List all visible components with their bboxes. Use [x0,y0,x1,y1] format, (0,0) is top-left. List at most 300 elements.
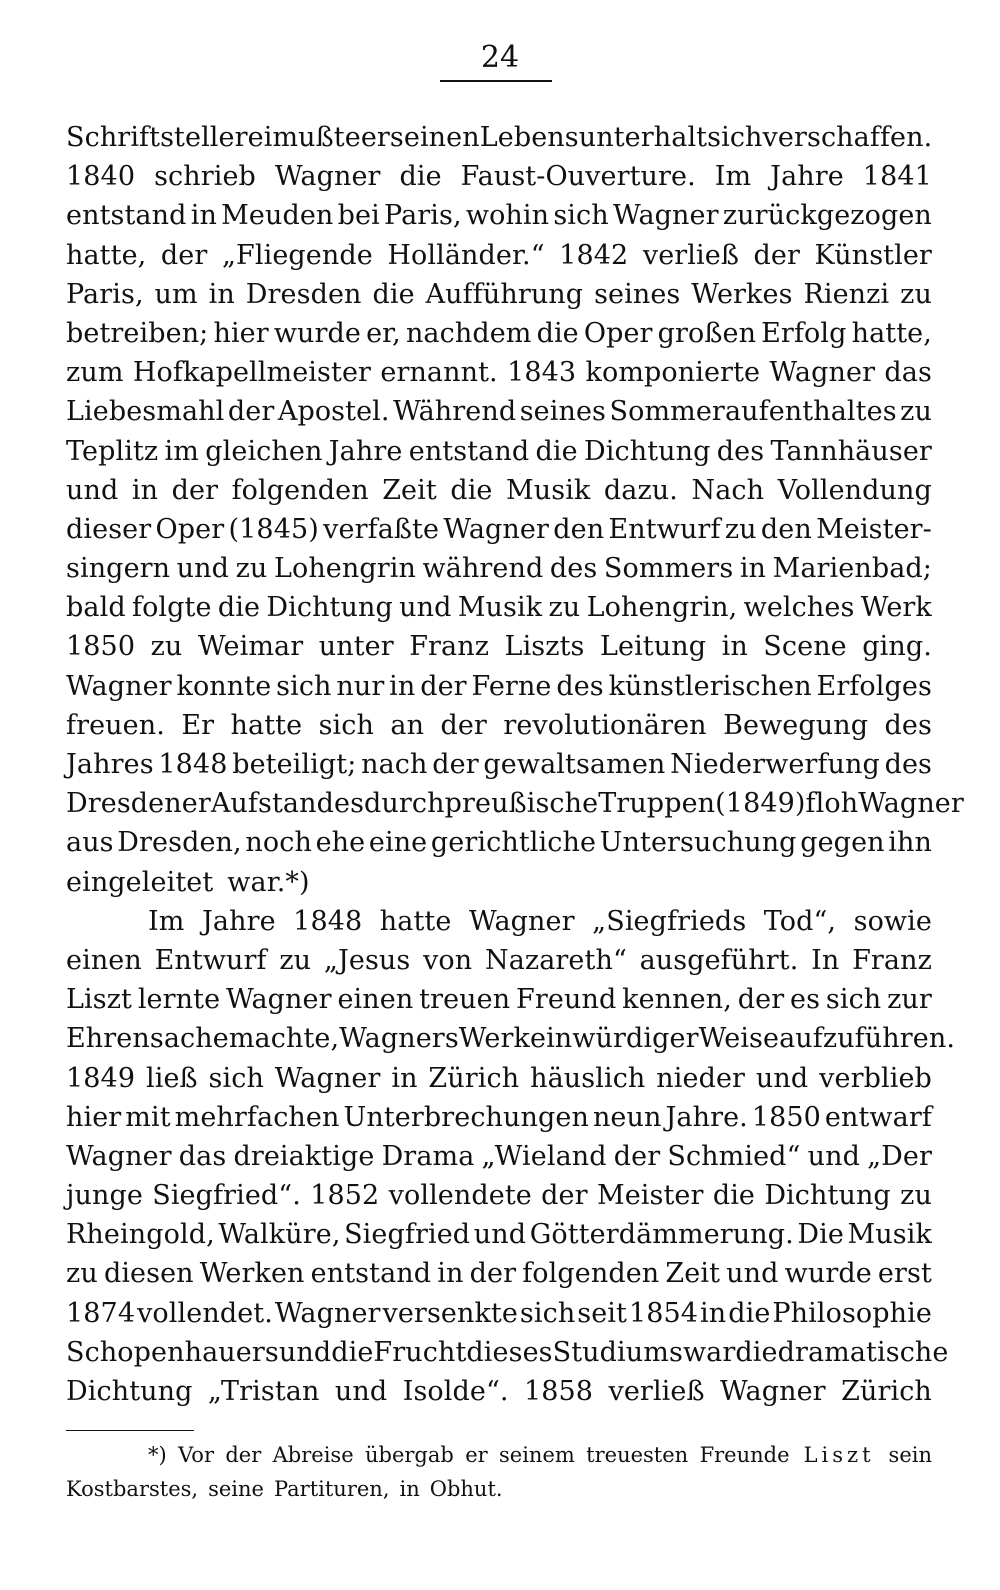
word: junge [66,1180,143,1212]
word: Werkes [691,278,793,310]
word: Wagner [66,670,172,702]
word: Sommers [603,553,734,585]
word: Wagner [225,984,332,1016]
word: (1845) [228,513,319,545]
word: lernte [137,984,221,1016]
word: der [753,239,800,271]
word: Bewegung [723,709,869,741]
word: seit [577,1297,627,1329]
word: zur [887,984,932,1016]
word: Freund [516,984,617,1016]
text-line [66,1294,932,1333]
word: zurückgezogen [722,200,932,232]
word: Leitung [599,631,707,663]
word: zu [235,553,268,585]
word: ernannt. [380,357,498,389]
word: Liszt [66,984,132,1016]
word: Entwurf [154,944,267,976]
word: betreiben; [66,317,209,349]
word: „Der [867,1140,932,1172]
body-text [66,118,964,1411]
word: großen [657,317,757,349]
text-line [66,1254,932,1293]
word: sich [318,709,374,741]
word: hatte [379,905,452,937]
word: in [700,1297,727,1329]
word: dazu. [603,474,678,506]
text-line [66,784,964,823]
word: eine [368,827,428,859]
word: durch [364,788,445,820]
word: Schriftstellerei [66,122,273,153]
word: konnte [176,670,272,702]
word: einen [66,944,142,976]
word: Siegfried“. [152,1180,301,1212]
word: mußte [272,122,361,153]
word: Im [714,161,752,193]
footnote-word: Kostbarstes, [66,1477,199,1501]
word: der [541,1180,588,1212]
word: Wagner [274,1297,381,1329]
word: er [360,122,390,153]
word: in [389,670,416,702]
word: in [190,200,217,232]
word: bald [66,592,126,624]
word: machte, [228,1023,340,1055]
word: des [549,553,598,585]
word: Walküre, [218,1219,341,1251]
word: 1848 [158,749,228,780]
word: 1849 [66,1062,136,1094]
footnote-word: Abreise [272,1443,354,1467]
word: gegen [800,827,885,859]
word: dramatische [777,1336,949,1368]
text-line [66,196,932,235]
word: der [160,239,208,271]
word: Schmied“ [667,1140,801,1172]
word: Weimar [197,631,304,663]
word: und [726,1258,779,1290]
text-line [66,902,932,941]
word: die [372,278,415,310]
word: 1848 [293,905,363,937]
word: Wagner [443,513,549,545]
footnote-word: Obhut. [429,1477,503,1501]
text-line [66,118,932,157]
word: Jahre [201,905,276,937]
word: in [391,1062,418,1094]
word: ehe [315,827,366,859]
word: 1841 [862,161,932,193]
word: Werken [199,1258,305,1290]
word: dieses [466,1336,553,1368]
word: sich [553,200,609,232]
word: Oper [583,317,653,349]
word: Tod“, [763,905,837,937]
word: Scene [763,631,847,663]
text-line [66,745,932,784]
text-line [66,432,932,471]
word: komponierte [585,357,761,389]
word: es [790,984,821,1016]
word: Liszts [504,631,585,663]
word: den [760,513,812,545]
word: Siegfried [344,1219,471,1251]
footnote-word: der [225,1443,262,1467]
text-line [66,980,932,1019]
word: Meister- [816,513,932,545]
word: Weise [698,1023,780,1055]
word: des [884,749,932,780]
word: der [171,474,219,506]
word: nachdem [405,317,532,349]
word: folgenden [231,474,369,506]
word: verblieb [819,1062,932,1094]
text-line [66,1059,932,1098]
word: Meuden [221,200,334,232]
word: Zürich [428,1062,520,1094]
word: des [556,670,604,702]
word: zu [900,1180,932,1212]
word: die [536,317,579,349]
word: singern [66,553,171,585]
word: Zürich [841,1376,932,1407]
word: Franz [409,631,490,663]
word: folgte [131,592,212,624]
word: der [440,709,487,741]
word: wohin [465,200,550,232]
word: Apostel. [277,396,390,428]
word: Jahres [66,749,154,780]
word: 1850 [751,1101,821,1133]
word: die [450,474,493,506]
word: beteiligt; [232,749,357,780]
word: er, [366,317,401,349]
word: und [807,1140,860,1172]
word: gleichen [205,435,323,467]
text-line [66,353,932,392]
word: dieser [66,513,152,545]
word: Wagner [468,905,575,937]
text-line [66,1176,932,1215]
word: sich [707,122,763,153]
word: Wagner [720,1376,826,1407]
word: dreiaktige [233,1140,375,1172]
word: Erfolg [761,317,847,349]
word: des [884,709,932,741]
word: die [331,1336,374,1368]
word: Schopenhauers [66,1336,279,1368]
text-line [66,157,932,196]
word: verließ [608,1376,705,1407]
word: Niederwerfung [670,749,880,780]
word: und [334,1376,388,1407]
word: Untersuchung [599,827,797,859]
word: zu [279,944,312,976]
word: war.*) [227,866,310,898]
word: Wagner [858,788,964,820]
word: bei [337,200,380,232]
word: 1858 [523,1376,594,1407]
text-line [66,1372,932,1411]
word: Erfolges [816,670,932,702]
word: aus [66,827,114,859]
word: noch [245,827,312,859]
word: 1842 [559,239,629,271]
word: Zeit [665,1258,721,1290]
footnote-word: er [465,1443,488,1467]
word: in [131,474,159,506]
word: zu [900,396,932,428]
word: und [278,1336,332,1368]
word: wurde [784,1258,872,1290]
word: nach [361,749,428,780]
word: ging. [862,631,932,663]
footnote-name-liszt: Liszt [803,1443,875,1467]
word: freuen. [66,709,165,741]
word: und [473,1219,527,1251]
word: zu [548,592,581,624]
word: ausgeführt. [639,944,799,976]
word: welches [743,592,855,624]
word: Tannhäuser [770,435,932,467]
word: Rienzi [803,278,890,310]
word: Im [148,905,185,937]
word: und [399,592,452,624]
word: „Siegfrieds [592,905,747,937]
word: preußische [444,788,599,820]
word: von [423,944,473,976]
text-line [66,627,932,666]
word: Dresdener [66,788,211,820]
word: Marienbad; [772,553,932,585]
footnote-word: Freunde [699,1443,790,1467]
word: Studiums [552,1336,683,1368]
word: der [737,984,785,1016]
word: entwarf [824,1101,932,1133]
word: an [390,709,425,741]
word: einen [337,984,414,1016]
word: Frucht [373,1336,467,1368]
text-line [66,392,932,431]
text-line [66,471,932,510]
word: ihn [888,827,932,859]
word: Vollendung [777,474,932,506]
footnote-line [66,1472,932,1506]
word: Philosophie [772,1297,932,1329]
text-line [66,823,932,862]
text-line [66,1333,949,1372]
word: Werke [458,1023,547,1055]
text-line [66,1215,932,1254]
text-line [66,275,932,314]
word: Lohengrin, [586,592,738,624]
word: sich [276,670,332,702]
word: nur [336,670,385,702]
word: Dresden, [117,827,242,859]
word: entstand [408,435,530,467]
footnote [66,1438,932,1506]
word: mit [125,1101,171,1133]
text-line [66,706,932,745]
word: Meister [596,1180,704,1212]
text-line [66,1137,932,1176]
word: hier [66,1101,122,1133]
word: Jahre. [665,1101,748,1133]
word: und [66,474,119,506]
word: entstand [310,1258,432,1290]
footnote-word: Vor [178,1443,214,1467]
word: hatte, [66,239,147,271]
word: Paris, [384,200,462,232]
page-number: 24 [480,40,520,75]
text-line [66,863,932,902]
word: die [217,592,261,624]
word: Hofkapellmeister [132,357,372,389]
word: erst [877,1258,932,1290]
word: neun [592,1101,662,1133]
word: 1874 [66,1297,136,1329]
word: die [712,1180,756,1212]
word: zu [66,1258,98,1290]
word: zum [66,357,124,389]
word: verschaffen. [762,122,933,153]
word: Musik [506,474,591,506]
word: sich [825,984,882,1016]
word: entstand [66,200,187,232]
word: des [716,435,765,467]
word: Musik [847,1219,932,1251]
word: Oper [155,513,225,545]
word: In [811,944,840,976]
word: der [420,670,467,702]
word: versenkte [382,1297,518,1329]
word: zu [724,513,757,545]
word: Dichtung [266,592,393,624]
word: Künstler [814,239,932,271]
word: Rheingold, [66,1219,215,1251]
word: in [739,553,767,585]
word: Isolde“. [402,1376,509,1407]
word: 1850 [66,631,136,663]
text-line [66,1098,932,1137]
word: hier [213,317,269,349]
word: Jahre [770,161,844,193]
word: künstlerischen [608,670,812,702]
word: „Jesus [323,944,411,976]
word: Wagner [612,200,719,232]
word: unter [318,631,394,663]
word: sich [208,1062,264,1094]
word: Götterdämmerung. [529,1219,794,1251]
word: Dichtung [584,435,711,467]
word: Wagner [274,1062,381,1094]
word: Wagner [769,357,876,389]
footnote-word: treuesten [586,1443,689,1467]
word: Lebensunterhalt [479,122,708,153]
text-line [66,667,932,706]
footnote-word: Partituren, [273,1477,390,1501]
footnote-text-start [148,1438,790,1472]
word: sowie [853,905,932,937]
word: der [613,1140,661,1172]
word: Liebesmahl [66,396,225,428]
word: „Wieland [481,1140,607,1172]
word: das [178,1140,227,1172]
word: Faust-Ouverture. [460,161,696,193]
word: wurde [273,317,361,349]
footnote-word: seine [208,1477,264,1501]
word: eingeleitet [66,866,214,898]
footnote-word: übergab [364,1443,454,1467]
word: die [735,1336,778,1368]
text-line [66,941,932,980]
word: aufzuführen. [779,1023,956,1055]
word: häuslich [530,1062,646,1094]
word: Nach [691,474,765,506]
word: Wagners [339,1023,459,1055]
word: im [164,435,199,467]
word: Jahre [328,435,403,467]
word: kennen, [622,984,732,1016]
word: Ferne [471,670,552,702]
text-line [66,549,932,588]
word: „Tristan [207,1376,320,1407]
word: 1854 [628,1297,699,1329]
word: 1843 [507,357,577,389]
word: würdiger [572,1023,699,1055]
word: Wagner [66,1140,172,1172]
footnote-word: *) [148,1443,167,1467]
word: revolutionären [503,709,707,741]
word: Lohengrin [273,553,416,585]
word: das [884,357,932,389]
word: Während [393,396,517,428]
word: in [208,278,235,310]
text-line [66,588,932,627]
word: gerichtliche [430,827,597,859]
word: hatte [230,709,303,741]
word: zu [150,631,183,663]
word: Wagner [274,161,381,193]
word: die [728,1297,771,1329]
word: Dichtung [66,1376,193,1407]
footnote-line [66,1438,932,1472]
word: Paris, [66,278,144,310]
word: Entwurf [608,513,721,545]
word: seines [519,396,607,428]
word: „Fliegende [221,239,373,271]
word: war [682,1336,736,1368]
word: hatte, [851,317,932,349]
word: mehrfachen [174,1101,340,1133]
word: 1852 [310,1180,380,1212]
footnote-text-end: sein [888,1443,932,1467]
text-line [66,510,932,549]
text-line [66,236,932,275]
word: und [755,1062,809,1094]
word: verließ [642,239,739,271]
word: in [546,1023,573,1055]
word: folgenden [522,1258,660,1290]
word: Werk [860,592,932,624]
word: Truppen [598,788,716,820]
word: in [437,1258,464,1290]
footnote-word: seinem [499,1443,575,1467]
word: Teplitz [66,435,159,467]
word: vollendet. [137,1297,273,1329]
word: während [422,553,544,585]
